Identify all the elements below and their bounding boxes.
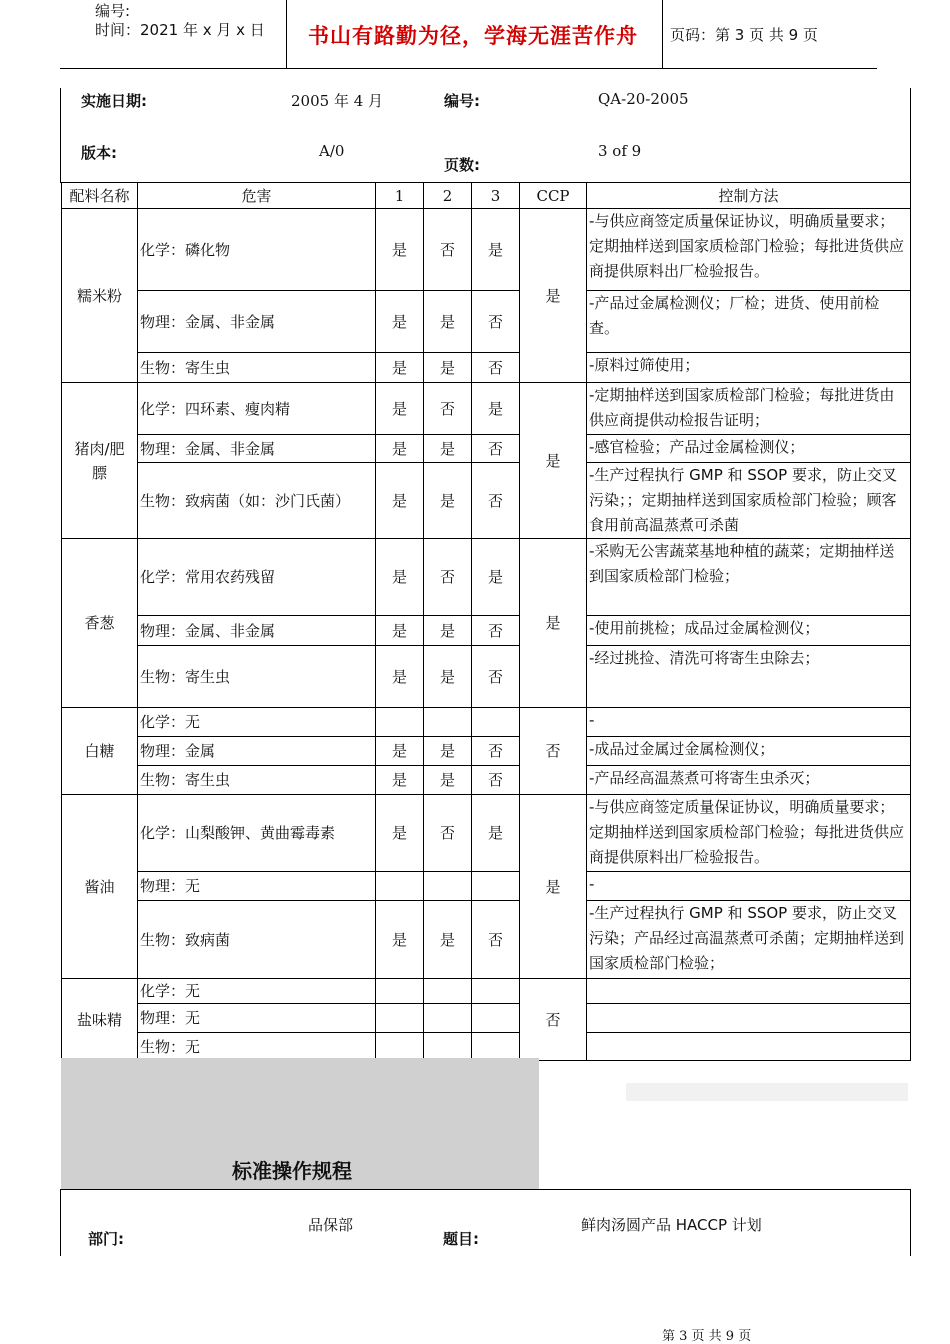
sop-info [60, 1189, 911, 1256]
ingredient-name: 白糖 [62, 708, 138, 795]
control-method-cell: -采购无公害蔬菜基地种植的蔬菜；定期抽样送到国家质检部门检验； [587, 539, 911, 616]
control-method-cell [587, 1004, 911, 1033]
table-row [62, 979, 911, 1004]
subject-label: 题目: [443, 1230, 479, 1248]
ingredient-name: 糯米粉 [62, 209, 138, 383]
q1-cell: 是 [376, 901, 424, 979]
q3-cell: 否 [472, 901, 520, 979]
q3-cell: 否 [472, 646, 520, 708]
q1-cell: 是 [376, 616, 424, 646]
control-method-cell: -与供应商签定质量保证协议，明确质量要求；定期抽样送到国家质检部门检验；每批进货供应商提供原料出厂检验报告。 [587, 795, 911, 872]
control-method-cell: -与供应商签定质量保证协议，明确质量要求；定期抽样送到国家质检部门检验；每批进货供应商提供原料出厂检验报告。 [587, 209, 911, 291]
q2-cell: 是 [424, 291, 472, 353]
q1-cell [376, 979, 424, 1004]
hazard-cell: 物理：无 [138, 1004, 376, 1033]
control-method-cell: -产品过金属检测仪；厂检；进货、使用前检查。 [587, 291, 911, 353]
hazard-cell: 化学：山梨酸钾、黄曲霉毒素 [138, 795, 376, 872]
q2-cell [424, 979, 472, 1004]
q2-cell: 是 [424, 901, 472, 979]
table-header-row [62, 183, 911, 209]
col-header: 危害 [138, 183, 376, 209]
page-footer: 第 3 页 共 9 页 [662, 1329, 752, 1344]
q1-cell [376, 1004, 424, 1033]
q2-cell [424, 708, 472, 737]
control-method-cell: -感官检验；产品过金属检测仪； [587, 435, 911, 463]
page-header [60, 0, 877, 69]
control-method-cell: -生产过程执行 GMP 和 SSOP 要求，防止交叉污染；；定期抽样送到国家质检部门检验；顾客食用前高温蒸煮可杀菌 [587, 463, 911, 539]
q1-cell: 是 [376, 737, 424, 766]
date-label: 时间：2021 年 x 月 x 日 [95, 21, 265, 39]
q3-cell [472, 872, 520, 901]
hazard-cell: 物理：金属、非金属 [138, 291, 376, 353]
q2-cell: 否 [424, 539, 472, 616]
q1-cell: 是 [376, 646, 424, 708]
table-row [62, 463, 911, 539]
col-header: 2 [424, 183, 472, 209]
impl-date-label: 实施日期: [81, 92, 147, 110]
q2-cell: 是 [424, 737, 472, 766]
q3-cell: 是 [472, 539, 520, 616]
control-method-cell: -产品经高温蒸煮可将寄生虫杀灭； [587, 766, 911, 795]
table-row [62, 646, 911, 708]
control-method-cell: -原料过筛使用； [587, 353, 911, 383]
ccp-cell: 否 [520, 979, 587, 1061]
q3-cell [472, 1033, 520, 1061]
control-method-cell: -使用前挑检；成品过金属检测仪； [587, 616, 911, 646]
hazard-cell: 化学：磷化物 [138, 209, 376, 291]
col-header: 1 [376, 183, 424, 209]
hazard-table [61, 182, 911, 1061]
decorative-bar [626, 1083, 908, 1101]
hazard-cell: 物理：金属 [138, 737, 376, 766]
table-row [62, 435, 911, 463]
number-label: 编号: [444, 92, 480, 110]
motto: 书山有路勤为径，学海无涯苦作舟 [308, 24, 638, 48]
col-header: 3 [472, 183, 520, 209]
table-row [62, 708, 911, 737]
table-row [62, 766, 911, 795]
table-row [62, 737, 911, 766]
col-header: 配料名称 [62, 183, 138, 209]
q3-cell: 否 [472, 463, 520, 539]
q1-cell: 是 [376, 539, 424, 616]
hazard-cell: 生物：致病菌（如：沙门氏菌） [138, 463, 376, 539]
table-row [62, 353, 911, 383]
dept-value: 品保部 [308, 1216, 354, 1234]
q1-cell: 是 [376, 766, 424, 795]
hazard-cell: 生物：致病菌 [138, 901, 376, 979]
control-method-cell: - [587, 872, 911, 901]
q2-cell: 是 [424, 616, 472, 646]
control-method-cell: -经过挑捡、清洗可将寄生虫除去； [587, 646, 911, 708]
control-method-cell: -成品过金属过金属检测仪； [587, 737, 911, 766]
hazard-cell: 物理：金属、非金属 [138, 616, 376, 646]
ccp-cell: 否 [520, 708, 587, 795]
q2-cell: 否 [424, 383, 472, 435]
table-row [62, 872, 911, 901]
q1-cell: 是 [376, 435, 424, 463]
table-row [62, 291, 911, 353]
control-method-cell: -定期抽样送到国家质检部门检验；每批进货由供应商提供动检报告证明； [587, 383, 911, 435]
q3-cell: 是 [472, 209, 520, 291]
doc-info [60, 88, 911, 183]
q2-cell: 是 [424, 435, 472, 463]
version-value: A/0 [319, 142, 345, 160]
q1-cell: 是 [376, 209, 424, 291]
q3-cell: 否 [472, 616, 520, 646]
q2-cell: 是 [424, 766, 472, 795]
ccp-cell: 是 [520, 539, 587, 708]
control-method-cell [587, 1033, 911, 1061]
hazard-cell: 生物：寄生虫 [138, 766, 376, 795]
ccp-cell: 是 [520, 383, 587, 539]
sop-title: 标准操作规程 [232, 1159, 352, 1183]
hazard-cell: 化学：无 [138, 979, 376, 1004]
hazard-cell: 生物：寄生虫 [138, 646, 376, 708]
q2-cell [424, 1004, 472, 1033]
table-row [62, 901, 911, 979]
col-header: 控制方法 [587, 183, 911, 209]
ccp-cell: 是 [520, 795, 587, 979]
control-method-cell: - [587, 708, 911, 737]
hazard-cell: 物理：金属、非金属 [138, 435, 376, 463]
subject-value: 鲜肉汤圆产品 HACCP 计划 [581, 1216, 762, 1234]
table-row [62, 795, 911, 872]
divider [662, 0, 663, 68]
q3-cell: 否 [472, 766, 520, 795]
q2-cell: 是 [424, 646, 472, 708]
col-header: CCP [520, 183, 587, 209]
q3-cell [472, 979, 520, 1004]
pages-label: 页数: [444, 156, 480, 174]
impl-date: 2005 年 4 月 [291, 92, 384, 110]
q1-cell [376, 1033, 424, 1061]
hazard-cell: 化学：无 [138, 708, 376, 737]
version-label: 版本: [81, 144, 117, 162]
q3-cell: 否 [472, 353, 520, 383]
pages-value: 3 of 9 [598, 142, 642, 160]
table-row [62, 616, 911, 646]
q3-cell: 否 [472, 435, 520, 463]
q1-cell: 是 [376, 291, 424, 353]
q1-cell: 是 [376, 463, 424, 539]
q1-cell: 是 [376, 353, 424, 383]
q3-cell [472, 1004, 520, 1033]
header-left [95, 2, 265, 40]
q1-cell: 是 [376, 795, 424, 872]
q3-cell: 否 [472, 737, 520, 766]
table-row [62, 383, 911, 435]
table-row [62, 209, 911, 291]
q3-cell [472, 708, 520, 737]
q3-cell: 否 [472, 291, 520, 353]
ingredient-name: 香葱 [62, 539, 138, 708]
q3-cell: 是 [472, 383, 520, 435]
control-method-cell: -生产过程执行 GMP 和 SSOP 要求，防止交叉污染；产品经过高温蒸煮可杀菌；定期抽样送到国家质检部门检验； [587, 901, 911, 979]
hazard-cell: 生物：寄生虫 [138, 353, 376, 383]
table-row [62, 1004, 911, 1033]
q2-cell: 是 [424, 463, 472, 539]
q2-cell [424, 872, 472, 901]
hazard-cell: 生物：无 [138, 1033, 376, 1061]
control-method-cell [587, 979, 911, 1004]
dept-label: 部门: [88, 1230, 124, 1248]
page-info: 页码：第 3 页 共 9 页 [670, 26, 818, 44]
q2-cell: 否 [424, 795, 472, 872]
q2-cell: 是 [424, 353, 472, 383]
hazard-cell: 化学：四环素、瘦肉精 [138, 383, 376, 435]
ingredient-name: 酱油 [62, 795, 138, 979]
table-body [62, 209, 911, 1061]
q2-cell [424, 1033, 472, 1061]
ingredient-name: 猪肉/肥膘 [62, 383, 138, 539]
q1-cell: 是 [376, 383, 424, 435]
ingredient-name: 盐味精 [62, 979, 138, 1061]
hazard-cell: 物理：无 [138, 872, 376, 901]
q2-cell: 否 [424, 209, 472, 291]
divider [286, 0, 287, 68]
q3-cell: 是 [472, 795, 520, 872]
hazard-cell: 化学：常用农药残留 [138, 539, 376, 616]
q1-cell [376, 708, 424, 737]
code-label: 编号: [95, 2, 131, 20]
table-row [62, 539, 911, 616]
number-value: QA-20-2005 [598, 90, 689, 108]
table-row [62, 1033, 911, 1061]
q1-cell [376, 872, 424, 901]
ccp-cell: 是 [520, 209, 587, 383]
